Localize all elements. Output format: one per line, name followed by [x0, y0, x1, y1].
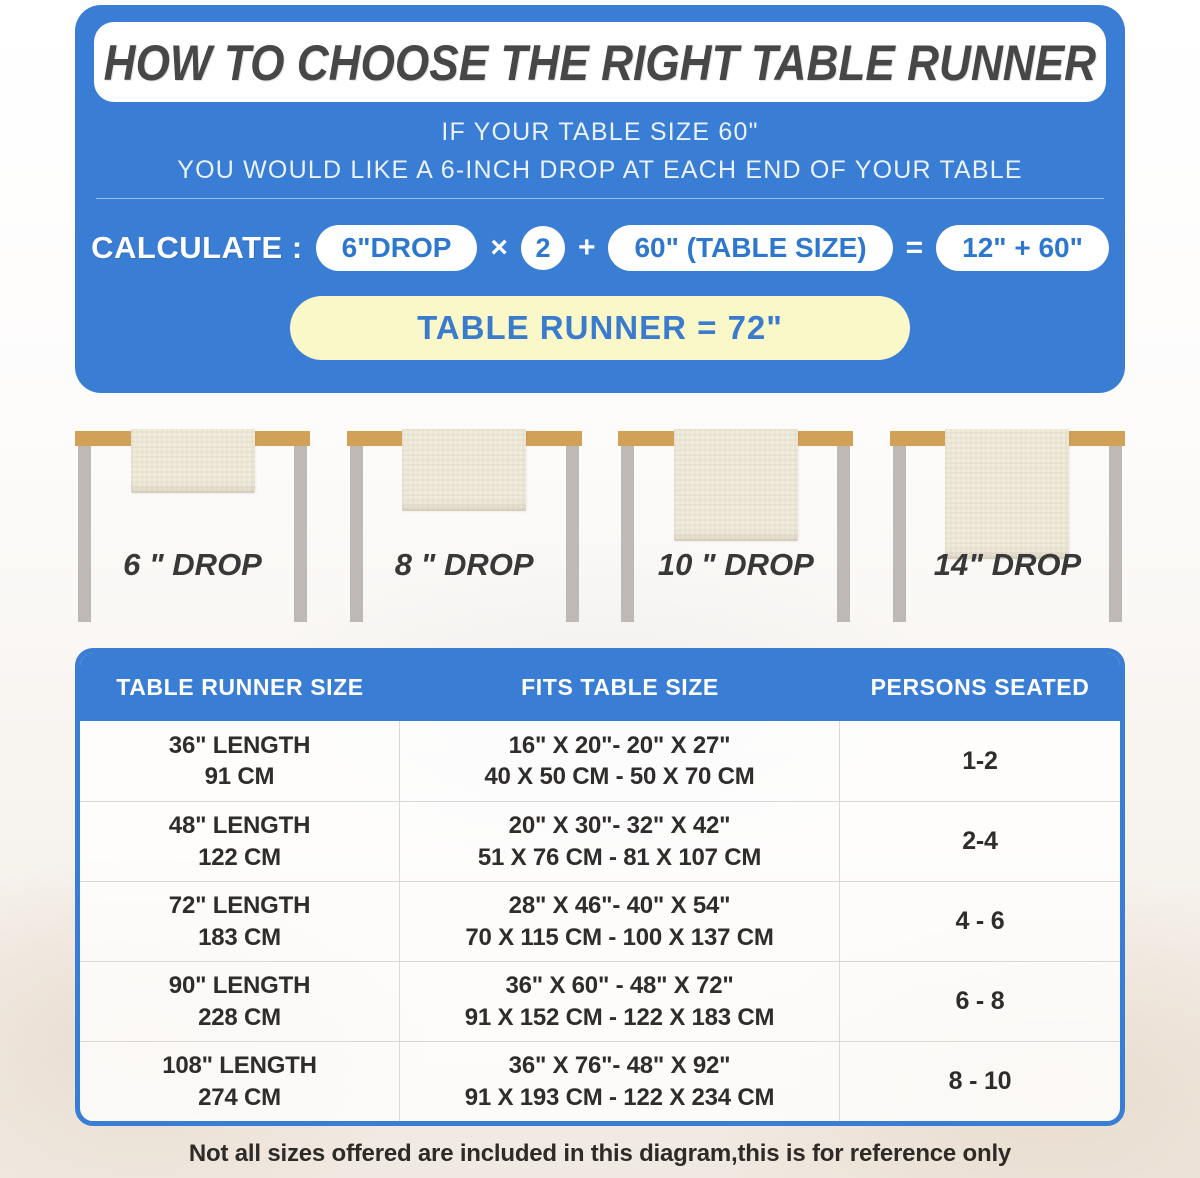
runner-size-cm: 122 CM: [198, 843, 281, 871]
runner-size-cm: 183 CM: [198, 923, 281, 951]
runner-cloth: [674, 429, 798, 541]
drop-label: 6 " DROP: [123, 547, 262, 582]
table-row: [80, 801, 1120, 881]
hero-panel: [75, 5, 1125, 393]
table-figure-10-drop: [618, 395, 853, 645]
persons-seated-cell: 1-2: [962, 746, 998, 775]
runner-size-cm: 228 CM: [198, 1003, 281, 1031]
fits-size-inches: 16" X 20"- 20" X 27": [508, 731, 731, 759]
runner-cloth: [945, 429, 1069, 559]
fits-size-inches: 36" X 76"- 48" X 92": [508, 1052, 731, 1080]
table-figure-8-drop: [347, 395, 582, 645]
table-figure-14-drop: [890, 395, 1125, 645]
fits-size-cell: [400, 721, 840, 801]
runner-size-inches: 90" LENGTH: [168, 972, 311, 1000]
runner-cloth: [131, 429, 255, 493]
size-chart-table: [75, 648, 1125, 1126]
table-size-pill: 60" (TABLE SIZE): [608, 225, 892, 271]
runner-size-inches: 72" LENGTH: [168, 892, 311, 920]
fits-size-cm: 91 X 193 CM - 122 X 234 CM: [464, 1083, 775, 1111]
runner-size-cell: [80, 962, 400, 1041]
drop-label: 10 " DROP: [657, 547, 814, 582]
calculation-row: [75, 225, 1125, 271]
size-chart-header-row: [80, 653, 1120, 721]
fits-size-inches: 20" X 30"- 32" X 42": [508, 812, 731, 840]
runner-size-cell: [80, 802, 400, 881]
table-leg-right: [294, 446, 307, 622]
subtitle-line-1: IF YOUR TABLE SIZE 60": [441, 118, 759, 146]
table-row: [80, 721, 1120, 801]
plus-sign: +: [577, 231, 596, 264]
subtitle-line-2: YOU WOULD LIKE A 6-INCH DROP AT EACH END OF YOUR TABLE: [177, 156, 1023, 184]
sum-pill: 12" + 60": [936, 225, 1109, 271]
hero-divider: [96, 198, 1104, 199]
header-runner-size: TABLE RUNNER SIZE: [116, 673, 364, 700]
runner-size-cell: [80, 721, 400, 801]
persons-seated-cell: 2-4: [962, 827, 998, 856]
page-title: HOW TO CHOOSE THE RIGHT TABLE RUNNER: [103, 33, 1097, 91]
result-pill: TABLE RUNNER = 72": [290, 296, 910, 360]
fits-size-cell: [400, 1042, 840, 1121]
table-leg-left: [350, 446, 363, 622]
table-leg-right: [1109, 446, 1122, 622]
fits-size-cell: [400, 962, 840, 1041]
runner-size-inches: 36" LENGTH: [168, 731, 311, 759]
fits-size-inches: 36" X 60" - 48" X 72": [505, 972, 734, 1000]
table-leg-right: [837, 446, 850, 622]
fits-size-cm: 70 X 115 CM - 100 X 137 CM: [465, 923, 774, 951]
table-row: [80, 1041, 1120, 1121]
table-figure-6-drop: [75, 395, 310, 645]
header-persons-seated: PERSONS SEATED: [870, 673, 1090, 700]
table-leg-left: [621, 446, 634, 622]
header-fits-table-size: FITS TABLE SIZE: [521, 673, 719, 700]
runner-size-inches: 108" LENGTH: [162, 1052, 317, 1080]
persons-seated-cell: 4 - 6: [955, 907, 1005, 936]
runner-size-inches: 48" LENGTH: [168, 812, 311, 840]
drop-label: 8 " DROP: [394, 547, 534, 582]
title-box: [94, 22, 1106, 102]
drop-label: 14" DROP: [933, 547, 1082, 582]
table-row: [80, 881, 1120, 961]
fits-size-cm: 91 X 152 CM - 122 X 183 CM: [464, 1003, 775, 1031]
drop-value-pill: 6"DROP: [316, 225, 478, 271]
equals-sign: =: [905, 231, 924, 264]
fits-size-inches: 28" X 46"- 40" X 54": [508, 892, 731, 920]
table-row: [80, 961, 1120, 1041]
table-leg-left: [78, 446, 91, 622]
runner-size-cell: [80, 1042, 400, 1121]
runner-size-cm: 274 CM: [198, 1083, 281, 1111]
table-leg-left: [893, 446, 906, 622]
runner-size-cm: 91 CM: [204, 763, 275, 790]
calculate-label: CALCULATE :: [91, 230, 303, 265]
fits-size-cm: 40 X 50 CM - 50 X 70 CM: [484, 763, 755, 790]
multiply-sign: ×: [490, 231, 508, 264]
runner-cloth: [402, 429, 526, 511]
fits-size-cm: 51 X 76 CM - 81 X 107 CM: [477, 843, 762, 871]
fits-size-cell: [400, 802, 840, 881]
table-leg-right: [566, 446, 579, 622]
persons-seated-cell: 6 - 8: [955, 987, 1005, 1016]
fits-size-cell: [400, 882, 840, 961]
persons-seated-cell: 8 - 10: [948, 1067, 1012, 1096]
disclaimer-note: Not all sizes offered are included in this diagram,this is for reference only: [188, 1140, 1012, 1167]
drop-figures: [75, 395, 1125, 645]
runner-size-cell: [80, 882, 400, 961]
multiplier-badge: 2: [521, 226, 565, 270]
